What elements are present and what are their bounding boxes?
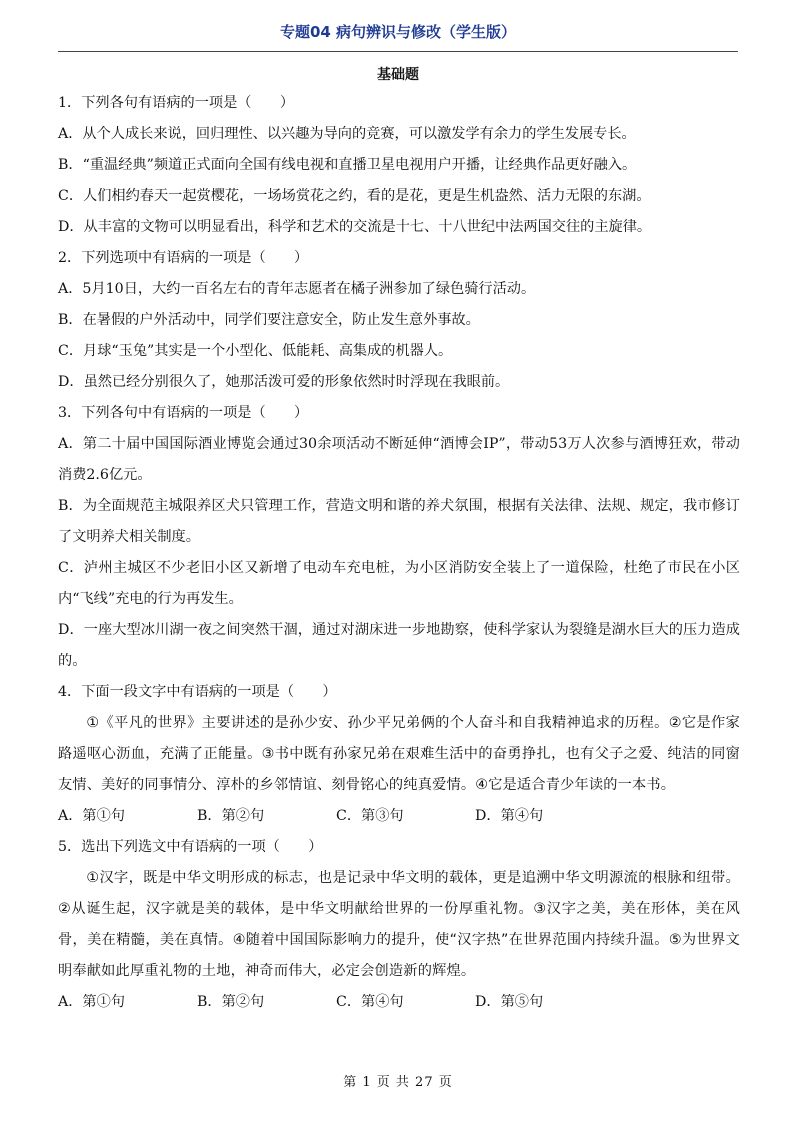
question-2 <box>58 243 740 398</box>
choice-d: D．第⑤句 <box>475 994 544 1010</box>
choice-c: C．第③句 <box>336 808 404 824</box>
question-stem: 1．下列各句有语病的一项是（ ） <box>58 95 295 111</box>
question-list <box>58 88 740 1018</box>
option-c: C．人们相约春天一起赏樱花，一场场赏花之约，看的是花，更是生机盎然、活力无限的东湖。 <box>58 188 651 204</box>
option-d: D．一座大型冰川湖一夜之间突然干涸，通过对湖床进一步地勘察，使科学家认为裂缝是湖水巨大的压力造成的。 <box>58 622 740 669</box>
option-d: D．虽然已经分别很久了，她那活泼可爱的形象依然时时浮现在我眼前。 <box>58 374 510 390</box>
option-d: D．从丰富的文物可以明显看出，科学和艺术的交流是十七、十八世纪中法两国交往的主旋律。 <box>58 219 652 235</box>
option-c: C．泸州主城区不少老旧小区又新增了电动车充电桩，为小区消防安全装上了一道保险，杜绝了市民在小区内“飞线”充电的行为再发生。 <box>58 560 740 607</box>
question-stem: 2．下列选项中有语病的一项是（ ） <box>58 250 309 266</box>
section-title: 基础题 <box>377 67 419 83</box>
question-stem: 4．下面一段文字中有语病的一项是（ ） <box>58 684 337 700</box>
option-a: A．5月10日，大约一百名左右的青年志愿者在橘子洲参加了绿色骑行活动。 <box>58 281 536 297</box>
option-b: B．为全面规范主城限养区犬只管理工作，营造文明和谐的养犬氛围，根据有关法律、法规、规定，我市修订了文明养犬相关制度。 <box>58 498 740 545</box>
header-divider <box>58 51 738 52</box>
choice-b: B．第②句 <box>197 808 265 824</box>
question-4 <box>58 677 740 832</box>
question-stem: 3．下列各句中有语病的一项是（ ） <box>58 405 309 421</box>
choice-c: C．第④句 <box>336 994 404 1010</box>
question-3 <box>58 398 740 677</box>
option-c: C．月球“玉兔”其实是一个小型化、低能耗、高集成的机器人。 <box>58 343 453 359</box>
choice-d: D．第④句 <box>475 808 544 824</box>
question-passage: ①《平凡的世界》主要讲述的是孙少安、孙少平兄弟俩的个人奋斗和自我精神追求的历程。②它是作家路遥呕心沥血，充满了正能量。③书中既有孙家兄弟在艰难生活中的奋勇挣扎，也有父子之爱、纯洁的同窗友情、美好的同事情分、淳朴的乡邻情谊、刻骨铭心的纯真爱情。④它是适合青少年读的一本书。 <box>58 715 740 793</box>
question-passage: ①汉字，既是中华文明形成的标志，也是记录中华文明的载体，更是追溯中华文明源流的根脉和纽带。②从诞生起，汉字就是美的载体，是中华文明献给世界的一份厚重礼物。③汉字之美，美在形体，美在风骨，美在精髓，美在真情。④随着中国国际影响力的提升，使“汉字热”在世界范围内持续升温。⑤为世界文明奉献如此厚重礼物的土地，神奇而伟大，必定会创造新的辉煌。 <box>58 870 740 979</box>
choice-b: B．第②句 <box>197 994 265 1010</box>
page-number: 第 1 页 共 27 页 <box>343 1075 453 1090</box>
document-header-title: 专题04 病句辨识与修改（学生版） <box>279 23 517 41</box>
option-b: B．在暑假的户外活动中，同学们要注意安全，防止发生意外事故。 <box>58 312 480 328</box>
question-stem: 5．选出下列选文中有语病的一项（ ） <box>58 839 323 855</box>
choice-a: A．第①句 <box>58 808 125 824</box>
question-5 <box>58 832 740 1018</box>
choice-a: A．第①句 <box>58 994 125 1010</box>
answer-choices <box>58 987 740 1018</box>
answer-choices <box>58 801 740 832</box>
question-1 <box>58 88 740 243</box>
option-b: B．“重温经典”频道正式面向全国有线电视和直播卫星电视用户开播，让经典作品更好融入。 <box>58 157 637 173</box>
option-a: A．第二十届中国国际酒业博览会通过30余项活动不断延伸“酒博会IP”，带动53万人次参与酒博狂欢，带动消费2.6亿元。 <box>58 436 740 483</box>
option-a: A．从个人成长来说，回归理性、以兴趣为导向的竞赛，可以激发学有余力的学生发展专长。 <box>58 126 636 142</box>
